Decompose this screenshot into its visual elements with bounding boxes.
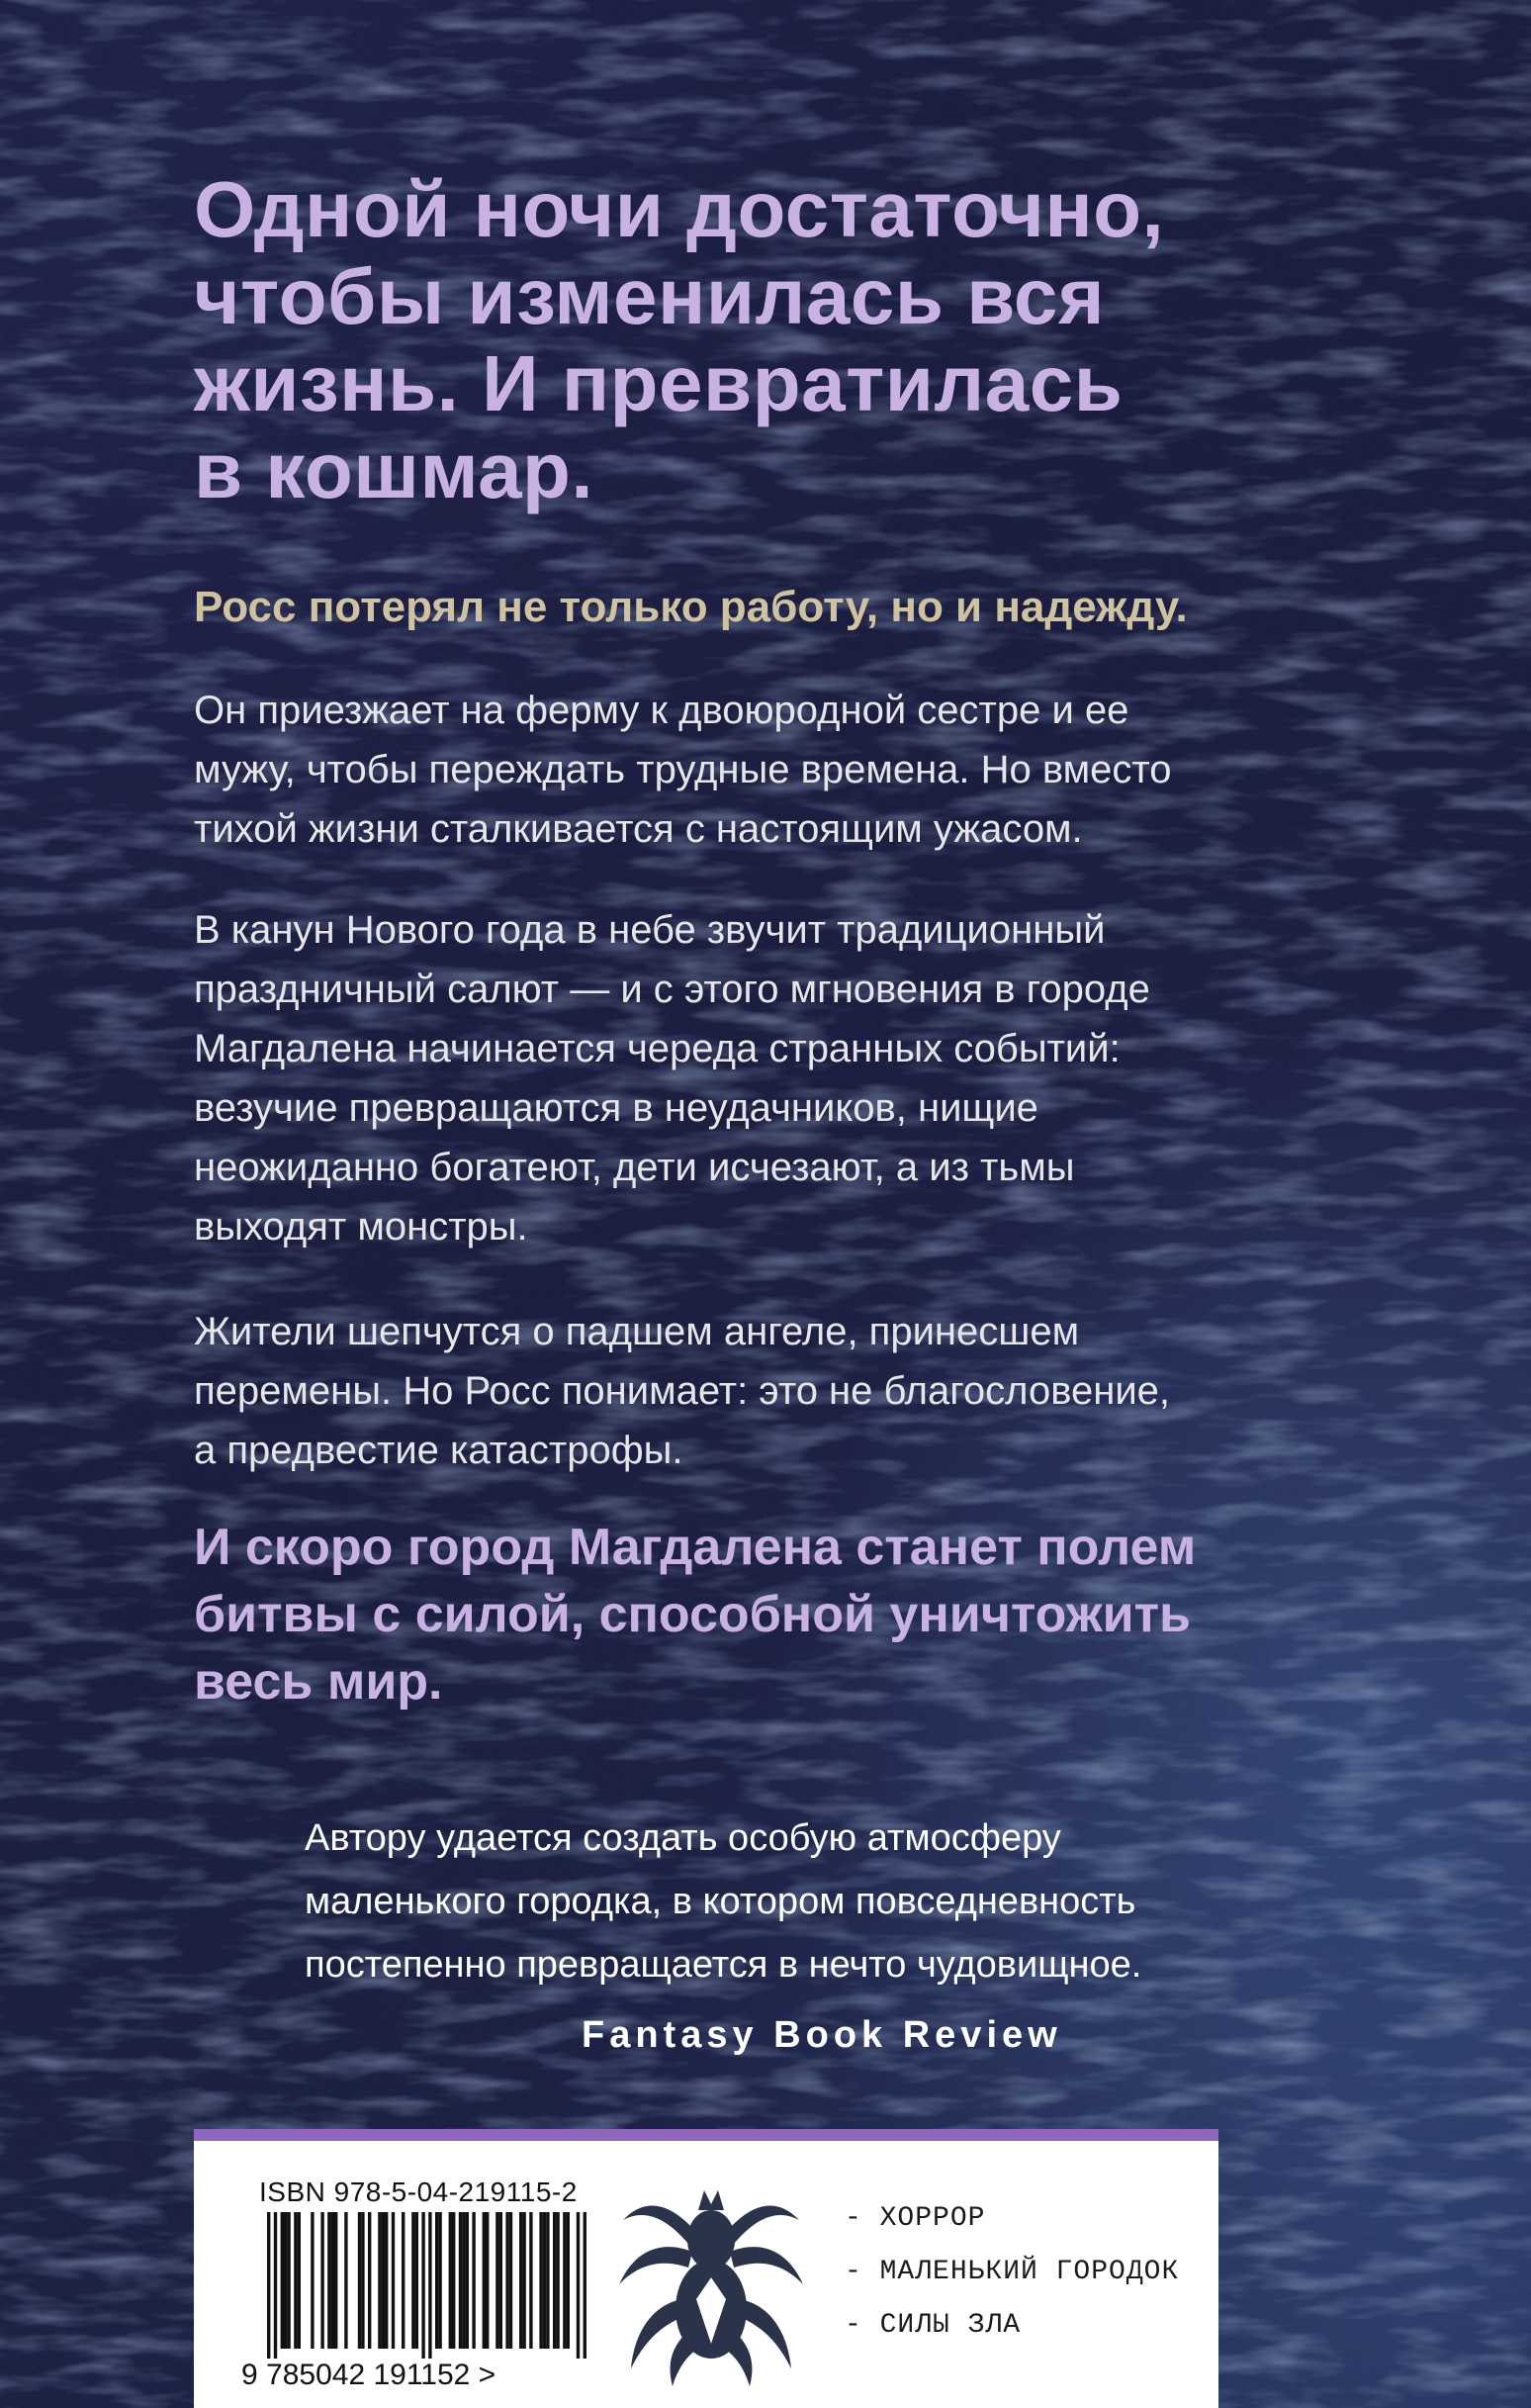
barcode-bar [462, 2212, 465, 2349]
barcode [241, 2212, 657, 2390]
paragraph-line: неожиданно богатеют, дети исчезают, а из тьмы [194, 1146, 1075, 1189]
barcode-bar [298, 2212, 301, 2349]
paragraph-line: Жители шепчутся о падшем ангеле, принесшем [194, 1310, 1080, 1353]
barcode-bar [505, 2212, 508, 2349]
barcode-bar [402, 2212, 405, 2349]
genre-item: - МАЛЕНЬКИЙ ГОРОДОК [845, 2257, 1180, 2287]
climax-line: И скоро город Магдалена станет полем [194, 1519, 1197, 1576]
barcode-bar [385, 2212, 388, 2349]
barcode-bar [567, 2212, 570, 2349]
barcode-bar [294, 2212, 297, 2349]
climax-line: битвы с силой, способной уничтожить [194, 1586, 1192, 1643]
paragraph-line: везучие превращаются в неудачников, нищие [194, 1086, 1038, 1130]
genre-item: - ХОРРОР [845, 2203, 986, 2234]
genre-list [845, 2192, 1179, 2353]
barcode-bar [411, 2212, 414, 2349]
barcode-bar [546, 2212, 549, 2349]
barcode-bar [378, 2212, 381, 2349]
paragraph-line: Магдалена начинается череда странных событий: [194, 1027, 1121, 1070]
headline-line: в кошмар. [194, 426, 594, 514]
headline-line: Одной ночи достаточно, [194, 165, 1165, 253]
headline [194, 166, 1321, 514]
barcode-bar [267, 2212, 270, 2359]
barcode-bar [556, 2212, 559, 2349]
barcode-bar [553, 2212, 556, 2349]
quote-line: маленького городка, в котором повседневность [305, 1881, 1136, 1922]
barcode-bar [361, 2212, 364, 2349]
barcode-bar [320, 2212, 323, 2349]
barcode-bar [415, 2212, 418, 2349]
barcode-bar [284, 2212, 287, 2349]
quote-line: постепенно превращается в нечто чудовищное. [305, 1944, 1142, 1986]
paragraph-1 [194, 681, 1321, 859]
barcode-bar [327, 2212, 330, 2349]
paragraph-2 [194, 900, 1321, 1256]
headline-line: чтобы изменилась вся [194, 252, 1106, 340]
review-source: Fantasy Book Review [582, 2014, 1062, 2056]
barcode-bar [435, 2212, 438, 2349]
paragraph-line: праздничный салют — и с этого мгновения в городе [194, 968, 1150, 1011]
climax-line: весь мир. [194, 1653, 443, 1711]
barcode-bar [428, 2212, 431, 2359]
barcode-bar [522, 2212, 525, 2349]
barcode-bar [486, 2212, 489, 2349]
review-quote [305, 1806, 1294, 1996]
barcode-bar [334, 2212, 337, 2349]
isbn-label: ISBN 978-5-04-219115-2 [259, 2176, 578, 2207]
accent-strip [194, 2129, 1218, 2141]
barcode-digits: 9 785042 191152 > [241, 2359, 496, 2390]
barcode-bar [344, 2212, 347, 2349]
spider-icon [617, 2161, 805, 2388]
paragraph-line: В канун Нового года в небе звучит традиционный [194, 908, 1106, 952]
barcode-bar [438, 2212, 441, 2349]
paragraph-line: а предвестие катастрофы. [194, 1429, 683, 1472]
barcode-bar [287, 2212, 290, 2349]
barcode-bar [495, 2212, 498, 2349]
climax-statement [194, 1514, 1321, 1715]
barcode-bar [472, 2212, 475, 2349]
paragraph-line: Он приезжает на ферму к двоюродной сестре и ее [194, 689, 1129, 732]
barcode-bar [382, 2212, 385, 2349]
barcode-bar [577, 2212, 580, 2359]
barcode-bar [392, 2212, 395, 2349]
barcode-bar [452, 2212, 455, 2349]
barcode-bar [529, 2212, 532, 2349]
barcode-bar [331, 2212, 334, 2349]
barcode-bar [539, 2212, 542, 2349]
genre-item: - СИЛЫ ЗЛА [845, 2310, 1022, 2341]
lead-sentence: Росс потерял не только работу, но и надежду. [194, 583, 1188, 631]
barcode-bar [281, 2212, 284, 2349]
barcode-bar [509, 2212, 512, 2349]
paragraph-3 [194, 1302, 1321, 1480]
paragraph-line: выходят монстры. [194, 1205, 528, 1249]
barcode-bar [563, 2212, 566, 2349]
barcode-bar [274, 2212, 277, 2359]
paragraph-line: мужу, чтобы переждать трудные времена. Но вместо [194, 748, 1172, 791]
barcode-bar [449, 2212, 452, 2349]
barcode-bar [584, 2212, 586, 2359]
barcode-bar [466, 2212, 469, 2349]
paragraph-line: тихой жизни сталкивается с настоящим ужасом. [194, 807, 1083, 851]
barcode-bar [499, 2212, 502, 2349]
barcode-panel [194, 2141, 1218, 2408]
barcode-bar [519, 2212, 522, 2349]
barcode-bar [311, 2212, 314, 2349]
barcode-bar [358, 2212, 361, 2349]
headline-line: жизнь. И превратилась [194, 339, 1124, 427]
paragraph-line: перемены. Но Росс понимает: это не благословение, [194, 1369, 1171, 1413]
barcode-bar [421, 2212, 424, 2359]
barcode-bar [368, 2212, 371, 2349]
barcode-bar [483, 2212, 486, 2349]
quote-line: Автору удается создать особую атмосферу [305, 1817, 1061, 1859]
barcode-bar [459, 2212, 462, 2349]
barcode-bar [543, 2212, 546, 2349]
